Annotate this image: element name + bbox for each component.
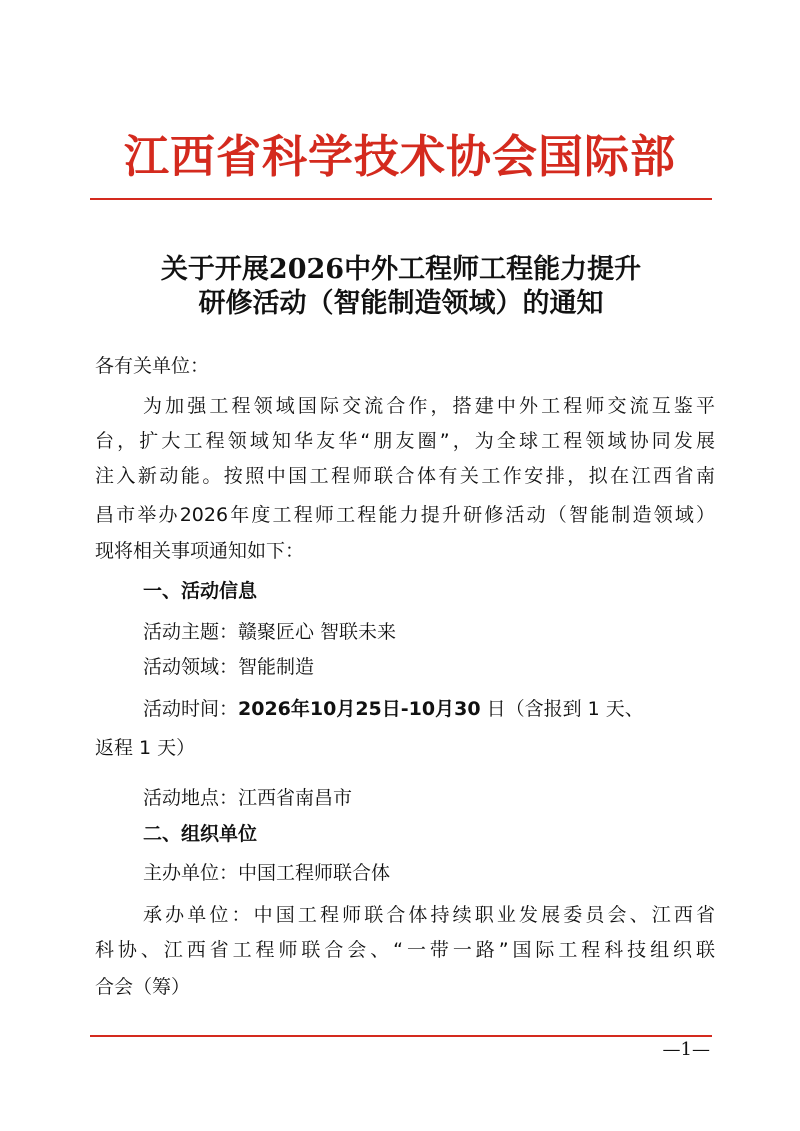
activity-time-suffix: 日（含报到 1 天、 [480,698,644,720]
notice-title-line2: 研修活动（智能制造领域）的通知 [198,288,604,319]
organizer-line: 合会（筹） [95,976,191,998]
letterhead-title: 江西省科学技术协会国际部 [123,130,676,183]
intro-line: 台，扩大工程领域知华友华“朋友圈”，为全球工程领域协同发展 [95,430,715,452]
letterhead-divider [90,198,712,200]
organizer-line: 科协、江西省工程师联合会、“一带一路”国际工程科技组织联 [95,939,715,961]
intro-line: 注入新动能。按照中国工程师联合体有关工作安排，拟在江西省南 [95,465,715,487]
activity-place: 活动地点：江西省南昌市 [143,787,353,809]
section-heading-organizers: 二、组织单位 [143,823,258,845]
notice-title-line1: 关于开展2026中外工程师工程能力提升 [160,254,642,285]
activity-time [95,694,715,724]
activity-time-label: 活动时间： [143,698,239,720]
intro-line: 现将相关事项通知如下： [95,540,305,562]
intro-line: 昌市举办2026年度工程师工程能力提升研修活动（智能制造领域） [95,504,715,526]
salutation: 各有关单位： [95,355,210,377]
host-unit: 主办单位：中国工程师联合体 [143,862,391,884]
organizer-line: 承办单位：中国工程师联合体持续职业发展委员会、江西省 [143,904,715,926]
intro-line: 为加强工程领域国际交流合作，搭建中外工程师交流互鉴平 [143,395,715,417]
page-number: —1— [662,1039,710,1060]
activity-field: 活动领域：智能制造 [143,656,315,678]
section-heading-activity-info: 一、活动信息 [143,580,258,602]
activity-time-value: 2026年10月25日-10月30 [238,698,481,720]
footer-divider [90,1035,712,1037]
activity-theme: 活动主题：赣聚匠心 智联未来 [143,621,397,643]
activity-time-continued: 返程 1 天） [95,737,196,759]
